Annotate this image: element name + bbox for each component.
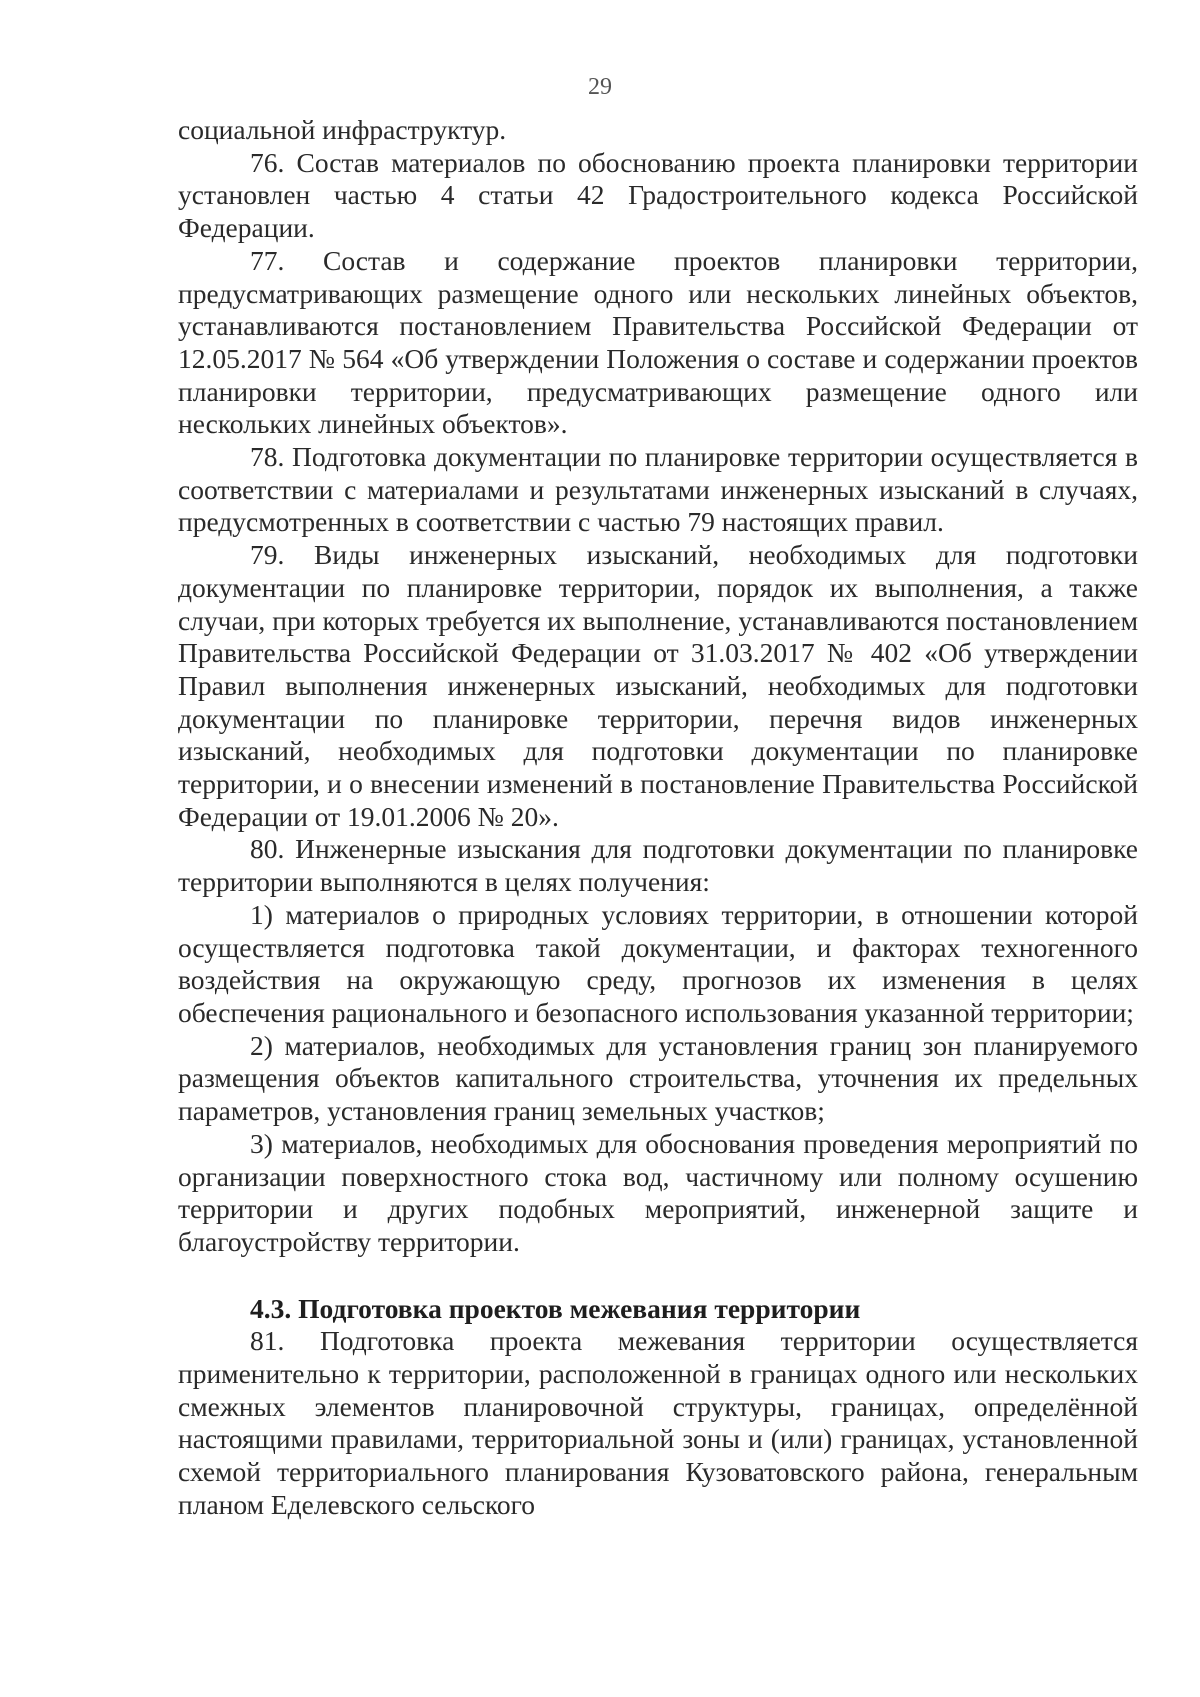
section-heading: 4.3. Подготовка проектов межевания территории [250, 1292, 861, 1324]
document-body [178, 114, 1138, 1522]
paragraph-77: 77. Состав и содержание проектов планировки территории, предусматривающих размещение одного или нескольких линейных объектов, устанавливаются постановлением Правительства Российской Федерации от 12.05.2017 № 564 «Об утверждении Положения о составе и содержании проектов планировки территории, предусматривающих размещение одного или нескольких линейных объектов». [178, 244, 1138, 440]
list-item-2: 2) материалов, необходимых для установления границ зон планируемого размещения объектов капитального строительства, уточнения их предельных параметров, установления границ земельных участков; [178, 1029, 1138, 1127]
page-number: 29 [588, 74, 612, 100]
paragraph-80: 80. Инженерные изыскания для подготовки документации по планировке территории выполняются в целях получения: [178, 833, 1138, 898]
list-item-3: 3) материалов, необходимых для обоснования проведения мероприятий по организации поверхностного стока вод, частичному или полному осушению территории и других подобных мероприятий, инженерной защите и благоустройству территории. [178, 1127, 1138, 1257]
list-item-1: 1) материалов о природных условиях территории, в отношении которой осуществляется подготовка такой документации, и факторах техногенного воздействия на окружающую среду, прогнозов их изменения в целях обеспечения рационального и безопасного использования указанной территории; [178, 898, 1138, 1028]
paragraph-79: 79. Виды инженерных изысканий, необходимых для подготовки документации по планировке территории, порядок их выполнения, а также случаи, при которых требуется их выполнение, устанавливаются постановлением Правительства Российской Федерации от 31.03.2017 № 402 «Об утверждении Правил выполнения инженерных изысканий, необходимых для подготовки документации по планировке территории, перечня видов инженерных изысканий, необходимых для подготовки документации по планировке территории, и о внесении изменений в постановление Правительства Российской Федерации от 19.01.2006 № 20». [178, 539, 1138, 832]
paragraph-78: 78. Подготовка документации по планировке территории осуществляется в соответствии с материалами и результатами инженерных изысканий в случаях, предусмотренных в соответствии с частью 79 настоящих правил. [178, 441, 1138, 538]
paragraph-81: 81. Подготовка проекта межевания территории осуществляется применительно к территории, расположенной в границах одного или нескольких смежных элементов планировочной структуры, границах, определённой настоящими правилами, территориальной зоны и (или) границах, установленной схемой территориального планирования Кузоватовского района, генеральным планом Еделевского сельского [178, 1325, 1138, 1520]
paragraph-76: 76. Состав материалов по обоснованию проекта планировки территории установлен частью 4 статьи 42 Градостроительного кодекса Российской Федерации. [178, 146, 1138, 244]
paragraph-continuation: социальной инфраструктур. [178, 114, 507, 145]
